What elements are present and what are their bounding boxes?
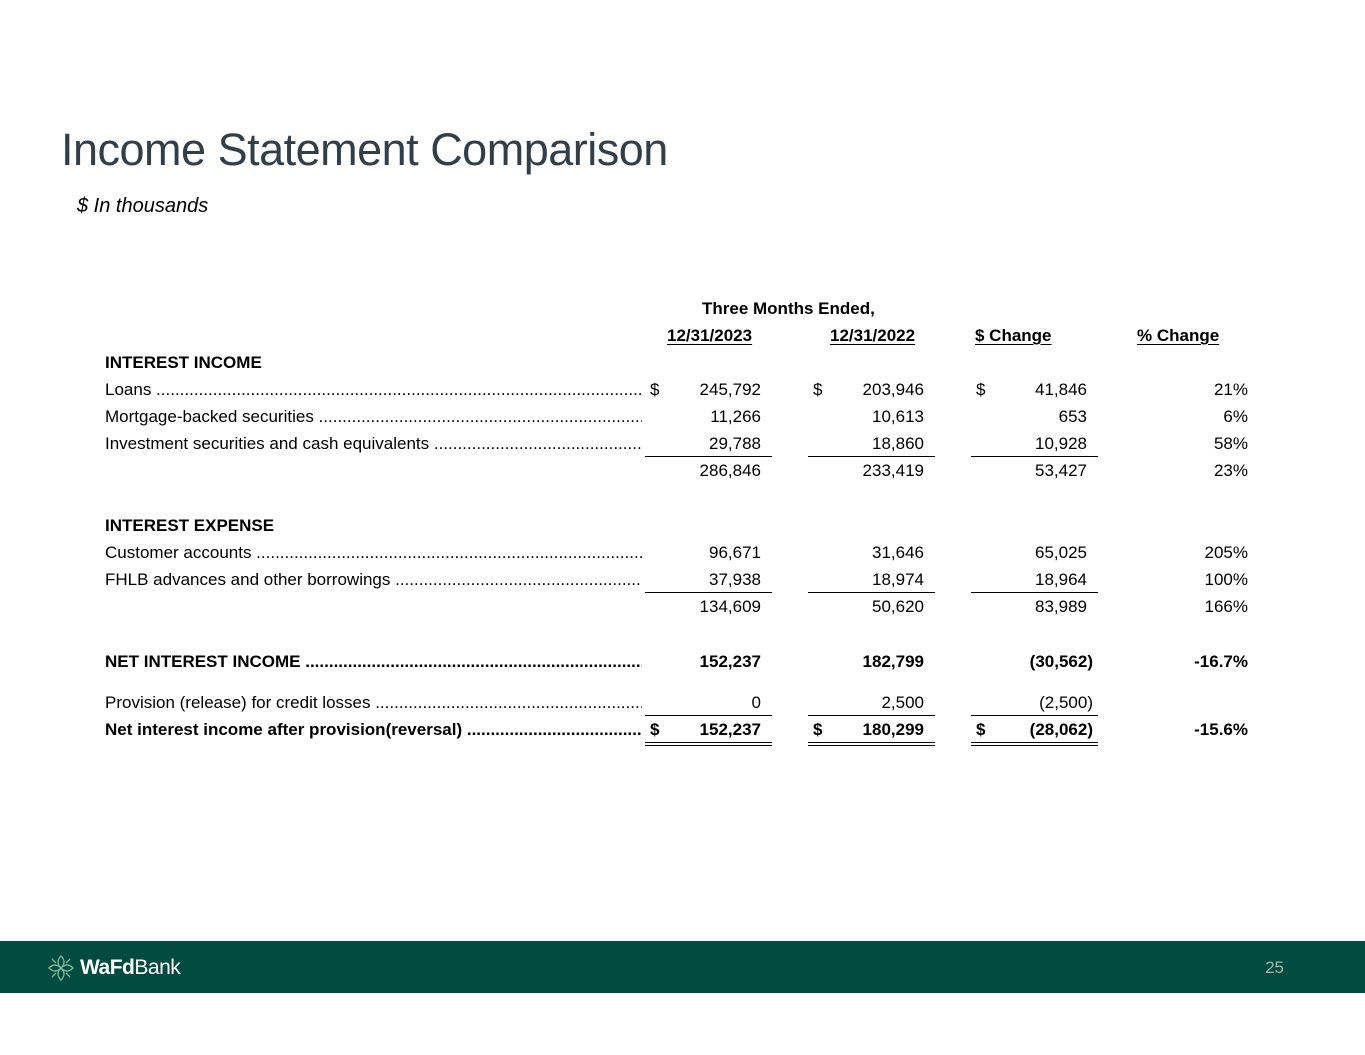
units-note: $ In thousands: [77, 195, 209, 217]
subtotal-rule: [971, 456, 1098, 457]
currency-symbol: $: [813, 720, 823, 739]
value-2022: 203,946: [862, 380, 924, 399]
section-heading-interest-expense: INTEREST EXPENSE: [105, 516, 275, 535]
value-2022: 50,620: [872, 597, 924, 616]
column-header-2023: 12/31/2023: [667, 326, 753, 345]
value-percent-change: 6%: [1223, 407, 1248, 426]
row-label: Customer accounts .....: [105, 543, 642, 563]
value-percent-change: 21%: [1213, 380, 1248, 399]
value-2022: 10,613: [872, 407, 924, 426]
subtotal-rule: [645, 715, 772, 716]
subtotal-rule: [808, 592, 935, 593]
value-2023: 152,237: [699, 720, 761, 739]
subtotal-rule: [971, 715, 1098, 716]
wafd-leaf-icon: [46, 953, 76, 983]
value-2022: 31,646: [872, 543, 924, 562]
value-2022: 233,419: [862, 461, 924, 480]
value-percent-change: 205%: [1204, 543, 1248, 562]
period-header: Three Months Ended,: [702, 299, 875, 318]
subtotal-rule: [808, 715, 935, 716]
value-dollar-change: 653: [1058, 407, 1087, 426]
value-2023: 134,609: [699, 597, 761, 616]
row-label: Mortgage-backed securities .....: [105, 407, 642, 427]
total-rule-bottom: [971, 745, 1098, 746]
value-2022: 180,299: [862, 720, 924, 739]
row-label: Loans .....: [105, 380, 642, 400]
total-rule-bottom: [645, 745, 772, 746]
column-header-2022: 12/31/2022: [830, 326, 916, 345]
value-dollar-change: (2,500): [1039, 693, 1093, 712]
column-header-dollar-change: $ Change: [975, 326, 1052, 345]
total-rule-top: [645, 742, 772, 743]
value-2023: 0: [751, 693, 761, 712]
value-dollar-change: 10,928: [1035, 434, 1087, 453]
subtotal-rule: [645, 592, 772, 593]
value-dollar-change: 83,989: [1035, 597, 1087, 616]
total-rule-top: [808, 742, 935, 743]
row-label: NET INTEREST INCOME .....: [105, 652, 642, 672]
value-percent-change: -16.7%: [1194, 652, 1248, 671]
page-number: 25: [1265, 958, 1284, 977]
row-label: Net interest income after provision(reversal) .....: [105, 720, 642, 740]
subtotal-rule: [971, 592, 1098, 593]
value-2023: 245,792: [699, 380, 761, 399]
brand-logo: [46, 953, 180, 983]
value-2023: 286,846: [699, 461, 761, 480]
value-2022: 182,799: [862, 652, 924, 671]
value-2023: 96,671: [709, 543, 761, 562]
section-heading-interest-income: INTEREST INCOME: [105, 353, 262, 372]
currency-symbol: $: [976, 720, 986, 739]
value-2022: 18,974: [872, 570, 924, 589]
value-dollar-change: 18,964: [1035, 570, 1087, 589]
brand-name-light: Bank: [134, 956, 181, 979]
row-label: Provision (release) for credit losses .....: [105, 693, 642, 713]
value-dollar-change: (30,562): [1029, 652, 1093, 671]
currency-symbol: $: [650, 380, 660, 399]
value-percent-change: -15.6%: [1194, 720, 1248, 739]
subtotal-rule: [808, 456, 935, 457]
currency-symbol: $: [650, 720, 660, 739]
value-dollar-change: (28,062): [1029, 720, 1093, 739]
brand-name-bold: WaFd: [80, 956, 135, 979]
value-2022: 18,860: [872, 434, 924, 453]
value-2023: 37,938: [709, 570, 761, 589]
value-2022: 2,500: [881, 693, 924, 712]
footer-bar: [0, 941, 1365, 993]
currency-symbol: $: [976, 380, 986, 399]
value-dollar-change: 41,846: [1035, 380, 1087, 399]
value-percent-change: 166%: [1204, 597, 1248, 616]
total-rule-bottom: [808, 745, 935, 746]
row-label: Investment securities and cash equivalents .....: [105, 434, 642, 454]
value-percent-change: 23%: [1213, 461, 1248, 480]
total-rule-top: [971, 742, 1098, 743]
value-percent-change: 100%: [1204, 570, 1248, 589]
value-dollar-change: 53,427: [1035, 461, 1087, 480]
column-header-percent-change: % Change: [1137, 326, 1220, 345]
currency-symbol: $: [813, 380, 823, 399]
value-2023: 29,788: [709, 434, 761, 453]
value-dollar-change: 65,025: [1035, 543, 1087, 562]
value-2023: 11,266: [710, 407, 761, 426]
page-title: Income Statement Comparison: [61, 124, 668, 175]
row-label: FHLB advances and other borrowings .....: [105, 570, 642, 590]
subtotal-rule: [645, 456, 772, 457]
value-2023: 152,237: [699, 652, 761, 671]
value-percent-change: 58%: [1213, 434, 1248, 453]
